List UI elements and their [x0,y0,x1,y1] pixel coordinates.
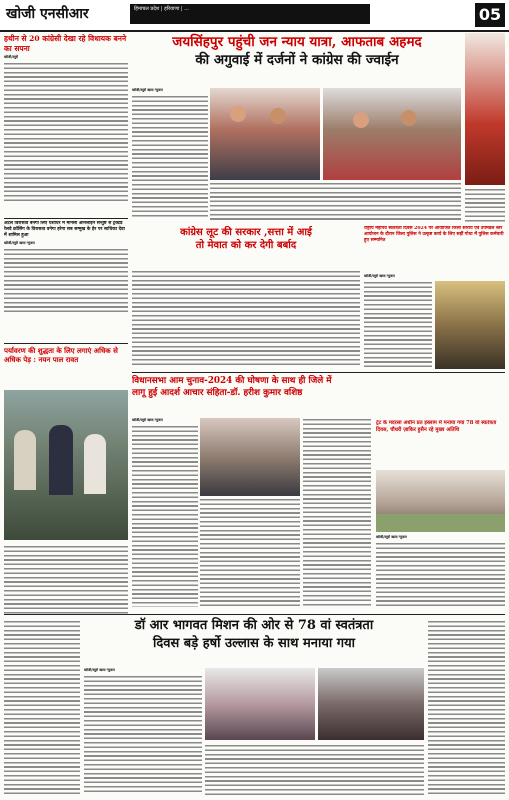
bottom-headline-line1: डॉ आर भागवत मिशन की ओर से 78 वां स्वतंत्रता [134,618,374,633]
bottom-body [84,675,202,795]
right-mid-headline: ट्रंट के मदरसा अधीन प्रत इस्लाम में मनाया गया 78 वां स्वतंत्रता दिवस, चौधरी ज़ाकिर हुसैन रहे मुख्य अतिथि [376,420,497,433]
left-top-story [4,34,128,216]
right-police-photo [435,281,505,369]
main-story-body [132,95,208,219]
election-body-2 [200,498,300,608]
divider [132,372,505,373]
bottom-photo-1 [205,668,315,740]
election-photo [200,418,300,496]
right-top-body-text [364,281,432,369]
divider [4,343,128,344]
bottom-left-strip [4,620,80,796]
mid-quote-line1: कांग्रेस लूट की सरकार ,सत्ता में आई [180,227,312,238]
bottom-byline: खोजी/ब्यूरो खास न्यूजल [84,668,115,672]
main-story-byline: खोजी/ब्यूरो खास न्यूजल [132,88,163,92]
election-headline-line1: विधानसभा आम चुनाव-2024 की घोषणा के साथ ही जिले में [132,376,332,386]
right-top-story [364,226,505,272]
left-env-headline: पर्यावरण की शुद्धता के लिए लगाएं अधिक से अधिक पेड़ : नयन पाल रावत [4,346,118,364]
election-story-text [132,418,198,608]
right-mid-body-text [376,542,505,608]
right-mid-photo [376,470,505,532]
election-byline: खोजी/ब्यूरो खास न्यूजल [132,418,163,422]
bottom-headline-line2: दिवस बड़े हर्षो उल्लास के साथ मनाया गया [152,636,356,651]
main-story-text [132,88,208,220]
election-body [132,425,198,607]
election-body-3 [303,418,371,608]
left-mid-story [4,221,128,341]
right-top-body [465,188,505,224]
left-mid-headline: अटल विरासत्व बनेगा लिए यशोधर में मानसी ऑनलाईन सन्तुष्ट से ट्रक्टर्ड रेलवे क्रॉसिंग के विरासत्व वनेगा हरेगा सब सम्मुख के हेर पर साधिका देवा में शामिल हुआ [4,221,125,238]
newspaper-logo: खोजी एनसीआर [6,6,89,22]
mid-quote-body [132,270,360,368]
left-env-story [4,346,128,386]
main-photo-1 [210,88,320,180]
bottom-right-strip [428,620,505,796]
main-headline-block [132,33,462,85]
election-headline-line2: लागू हुई आदर्श आचार संहिता-डॉ. हरीश कुमार वशिष्ठ [132,388,303,398]
masthead-meta-bar: हिमाचल प्रदेश | हरियाणा | ... [130,4,370,24]
main-headline-line2: की अगुवाई में दर्जनों ने कांग्रेस की ज्वाईन [195,52,399,68]
left-top-body-text [4,62,128,202]
left-top-byline: खोजी/ब्यूरो [4,55,19,59]
main-photo-2 [323,88,461,180]
left-env-photo [4,390,128,540]
mid-quote-block [132,226,360,266]
right-top-story-body [364,274,505,370]
divider [4,614,505,615]
bottom-story-text [84,668,202,796]
bottom-headline-block [84,617,424,665]
left-env-body-text [4,545,128,615]
right-top-photo [465,33,505,185]
mid-quote-line2: तो मेवात को कर देगी बर्बाद [195,240,297,251]
bottom-body-2 [205,744,424,796]
left-mid-body-text [4,248,128,314]
masthead [0,0,509,32]
left-mid-byline: खोजी/ब्यूरो खास न्यूजल [4,241,35,245]
right-mid-byline: खोजी/ब्यूरो खास न्यूजल [376,535,407,539]
right-top-headline: राष्ट्रीय महापर्व स्वतंत्रता दिवस 2024 पर आयोजित जिला स्तरीय एवं उपमंडल स्तर आयोजन के दौरान जिला पुलिस ने उत्कृष्ट कार्य के लिए सहीं गोधा में पुलिस कर्मचारी हुए सम्मानित [364,226,504,243]
main-photo-captions [210,182,461,220]
left-top-headline: हथीन से 20 कांग्रेसी देखा रहे विधायक बनने का सपना [4,34,127,53]
main-headline-line1: जयसिंहपुर पहुंची जन न्याय यात्रा, आफताब अहमद [172,34,422,50]
right-top-byline: खोजी/ब्यूरो खास न्यूजल [364,274,395,278]
bottom-photo-2 [318,668,424,740]
right-mid-story [376,420,505,466]
election-headline-block [132,375,372,415]
divider [4,218,128,219]
right-mid-story-body [376,535,505,609]
page-number: 05 [475,3,505,27]
